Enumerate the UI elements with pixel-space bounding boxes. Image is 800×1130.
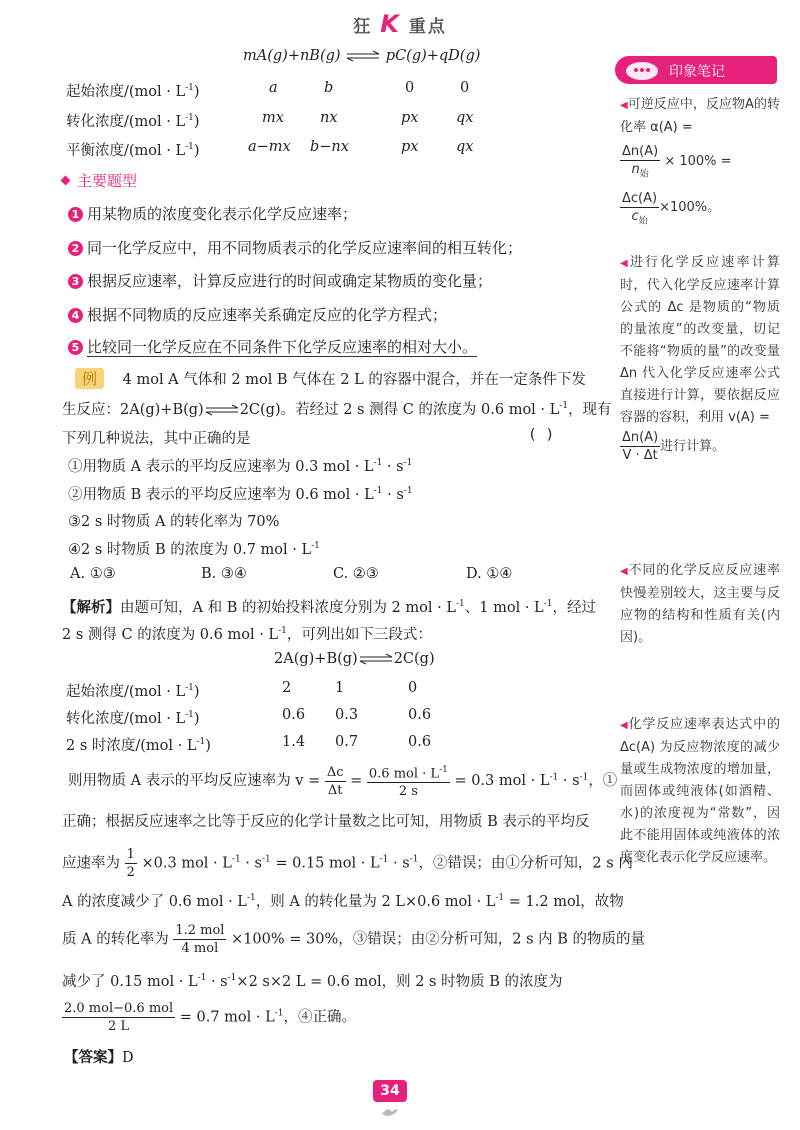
- equilibrium-equation: [243, 48, 480, 64]
- triangle-marker-icon: ◀: [620, 720, 629, 731]
- list-item: 1 用某物质的浓度变化表示化学反应速率；: [68, 203, 357, 224]
- option-c: C. ②③: [333, 566, 379, 582]
- list-item: 2 同一化学反应中，用不同物质表示的化学反应速率间的相互转化；: [68, 237, 522, 258]
- example-line: 生反应：2A(g)+B(g) 2C(g)。若经过 2 s 测得 C 的浓度为 0.6 mol · $L^{-1}$，现有: [62, 401, 612, 418]
- analysis-line: 2 s 测得 C 的浓度为 0.6 mol · $L^{-1}$，可列出如下三段式：: [62, 626, 432, 643]
- table-row: 转化浓度$/(mol \cdot L^{-1})$: [66, 113, 200, 130]
- example-line: 例 4 mol A 气体和 2 mol B 气体在 2 L 的容器中混合，并在一定条件下发: [75, 368, 586, 389]
- header-prefix: 狂: [353, 17, 373, 37]
- table-row: 2 s 时浓度$/(mol \cdot L^{-1})$: [66, 737, 211, 754]
- triangle-marker-icon: ◀: [620, 566, 629, 577]
- page-number: 34: [373, 1080, 407, 1102]
- answer-value: D: [122, 1050, 134, 1066]
- analysis-equation: 2A(g)+B(g) 2C(g): [274, 651, 435, 667]
- number-badge-icon: 4: [68, 308, 83, 323]
- table-cell: px: [401, 139, 419, 155]
- side-note: ◀可逆反应中，反应物A的转化率 α(A) = $\frac{\Delta n(A)}{n_始}$ × 100% = $\frac{\Delta c(A)}{c_始}$ ×100%。: [620, 97, 780, 227]
- table-cell: 1: [335, 680, 345, 696]
- table-cell: px: [401, 110, 419, 126]
- fraction: $\frac{\Delta c}{\Delta t}$: [326, 764, 344, 798]
- table-cell: 0.3: [335, 707, 359, 723]
- statement-3: ③2 s 时物质 A 的转化率为 70%: [68, 514, 280, 530]
- page-header: [0, 10, 800, 38]
- statement-4: ④2 s 时物质 B 的浓度为 0.7 mol · $L^{-1}$: [68, 541, 320, 558]
- table-cell: qx: [456, 110, 474, 126]
- analysis-line: 减少了 0.15 mol · $L^{-1} \cdot s^{-1}\times 2$ s×2 L = 0.6 mol，则 2 s 时物质 B 的浓度为: [62, 973, 563, 990]
- sidebar-title-badge: [615, 56, 777, 84]
- table-cell: 1.4: [282, 734, 306, 750]
- analysis-line: $\frac{\text{2.0 mol−0.6 mol}}{2 L}$ = 0.7 mol · $L^{-1}$，④正确。: [64, 1001, 357, 1034]
- reversible-arrow-icon: [358, 653, 394, 665]
- fraction: $\frac{\text{1.2 mol}}{\text{4 mol}}$: [175, 923, 225, 956]
- table-cell: 0: [460, 80, 470, 96]
- table-cell: 0.6: [408, 734, 432, 750]
- side-note: ◀不同的化学反应反应速率快慢差别较大，这主要与反应物的结构和性质有关(内因)。: [620, 563, 780, 645]
- analysis-label: 【解析】: [62, 600, 120, 616]
- table-cell: 0.7: [335, 734, 359, 750]
- table-cell: 0.6: [282, 707, 306, 723]
- number-badge-icon: 1: [68, 207, 83, 222]
- bird-decoration-icon: [380, 1106, 400, 1118]
- table-row: 起始浓度$/(mol \cdot L^{-1})$: [66, 83, 200, 100]
- list-item: 4 根据不同物质的反应速率关系确定反应的化学方程式；: [68, 304, 447, 325]
- table-cell: b: [324, 80, 334, 96]
- side-note: ◀进行化学反应速率计算时，代入化学反应速率计算公式的 Δc 是物质的“物质的量浓度”的改变量，切记不能将“物质的量”的改变量 Δn 代入化学反应速率公式直接进行计算，要依据反应容器的容积，利用 v(A) = $\frac{\Delta n(A)}{V \cdot \Delta t}$ 进行计算。: [620, 255, 780, 463]
- table-cell: 0: [405, 80, 415, 96]
- table-cell: 0: [408, 680, 418, 696]
- table-cell: nx: [320, 110, 338, 126]
- answer-label: 【答案】: [64, 1050, 122, 1066]
- triangle-marker-icon: ◀: [620, 100, 628, 111]
- table-row: 转化浓度$/(mol \cdot L^{-1})$: [66, 710, 200, 727]
- number-badge-icon: 2: [68, 241, 83, 256]
- list-item: 5 比较同一化学反应在不同条件下化学反应速率的相对大小。: [68, 336, 477, 357]
- list-item: 3 根据反应速率，计算反应进行的时间或确定某物质的变化量；: [68, 270, 492, 291]
- analysis-line: 应速率为 $\frac{1}{2}$ ×0.3 mol · $L^{-1} \cdot s^{-1} = 0.15$ mol · $L^{-1} \cdot s^{-1}$，②错误；由①分析可知，2 s 内: [62, 847, 633, 880]
- side-note: ◀化学反应速率表达式中的 Δc(A) 为反应物浓度的减少量或生成物浓度的增加量，而固体或纯液体(如酒精、水)的浓度视为“常数”，因此不能用固体或纯液体的浓度变化表示化学反应速率。: [620, 717, 780, 865]
- option-b: B. ③④: [201, 566, 247, 582]
- table-cell: a−mx: [248, 139, 291, 155]
- fraction: $\frac{\text{2.0 mol−0.6 mol}}{2 L}$: [64, 1001, 174, 1034]
- statement-1: ①用物质 A 表示的平均反应速率为 0.3 mol · $L^{-1} \cdot s^{-1}$: [68, 458, 413, 475]
- analysis-line: 则用物质 A 表示的平均反应速率为 v = $\frac{\Delta c}{\Delta t}$ = $\frac{0.6 mol \cdot L^{-1}}{2 s}$ = 0.3 mol · $L^{-1} \cdot s^{-1}$，①: [68, 762, 617, 800]
- example-line: 下列几种说法，其中正确的是: [62, 431, 251, 447]
- header-suffix: 重点: [408, 17, 447, 37]
- reversible-arrow-icon: [345, 50, 381, 62]
- sidebar-title: 印象笔记: [669, 64, 725, 80]
- equation-rhs: pC(g)+qD(g): [385, 48, 481, 64]
- number-badge-icon: 5: [68, 340, 83, 355]
- option-d: D. ①④: [466, 566, 513, 582]
- table-cell: 2: [282, 680, 292, 696]
- example-tag: 例: [75, 368, 104, 389]
- table-cell: a: [269, 80, 278, 96]
- statement-2: ②用物质 B 表示的平均反应速率为 0.6 mol · $L^{-1} \cdot s^{-1}$: [68, 486, 413, 503]
- analysis-line: A 的浓度减少了 0.6 mol · $L^{-1}$，则 A 的转化量为 2 L×0.6 mol · $L^{-1} = 1.2$ mol，故物: [62, 893, 624, 910]
- number-badge-icon: 3: [68, 274, 83, 289]
- diamond-bullet-icon: [61, 176, 71, 186]
- table-row: 平衡浓度$/(mol \cdot L^{-1})$: [66, 142, 200, 159]
- table-cell: mx: [262, 110, 284, 126]
- fraction: $\frac{1}{2}$: [126, 847, 135, 880]
- option-a: A. ①③: [70, 566, 116, 582]
- header-k-logo: K: [380, 10, 401, 38]
- table-cell: 0.6: [408, 707, 432, 723]
- analysis-line: 正确；根据反应速率之比等于反应的化学计量数之比可知，用物质 B 表示的平均反: [62, 814, 590, 830]
- cloud-note-icon: [623, 58, 661, 82]
- equation-lhs: mA(g)+nB(g): [243, 48, 341, 64]
- reversible-arrow-icon: [204, 404, 240, 416]
- analysis-line: 【解析】由题可知，A 和 B 的初始投料浓度分别为 2 mol · $L^{-1}$、1 mol · $L^{-1}$，经过: [62, 599, 596, 616]
- table-cell: qx: [456, 139, 474, 155]
- answer-line: [64, 1046, 134, 1067]
- section-title: 主要题型: [62, 170, 137, 191]
- table-row: 起始浓度$/(mol \cdot L^{-1})$: [66, 683, 200, 700]
- fraction: $\frac{0.6 mol \cdot L^{-1}}{2 s}$: [367, 762, 450, 800]
- table-cell: b−nx: [310, 139, 349, 155]
- analysis-line: 质 A 的转化率为 $\frac{\text{1.2 mol}}{\text{4 mol}}$ ×100% = 30%，③错误；由②分析可知，2 s 内 B 的物质的量: [62, 923, 646, 956]
- triangle-marker-icon: ◀: [620, 258, 630, 269]
- answer-bracket: ( ): [528, 427, 555, 443]
